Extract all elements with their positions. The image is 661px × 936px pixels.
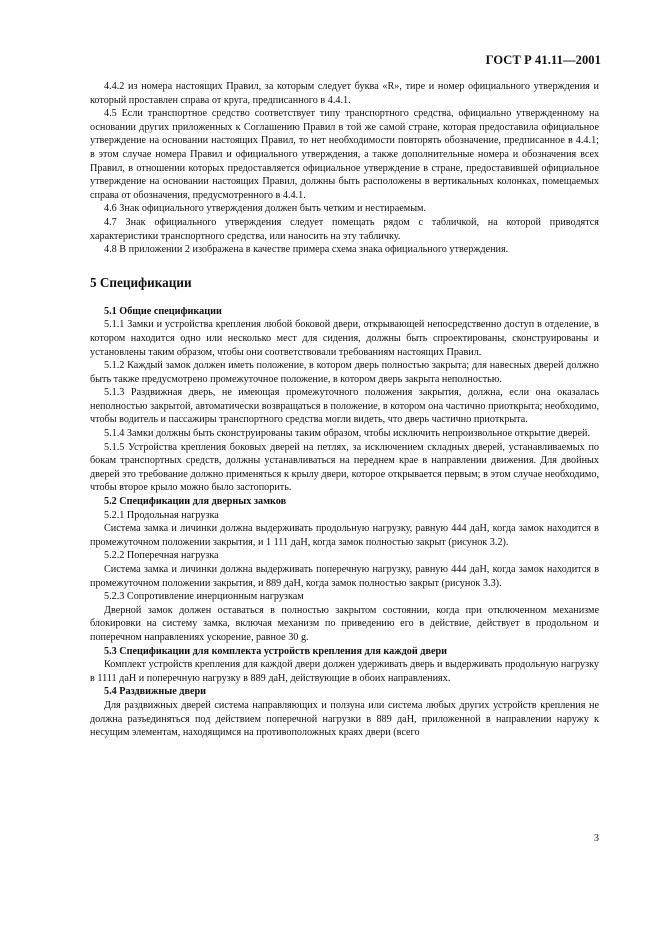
- paragraph: 4.4.2 из номера настоящих Правил, за которым следует буква «R», тире и номер официального утверждения и который проставлен справа от круга, предписанного в 4.4.1.: [90, 81, 599, 106]
- paragraph: 5.1.5 Устройства крепления боковых дверей на петлях, за исключением складных дверей, устанавливаемых по бокам транспортных средств, должны устанавливаться на переднем крае в направлении движения. Для двойных дверей это требование должно применяться к крылу двери, которое открывается первым; в этом случае необходимо, чтобы второе крыло можно было застопорить.: [90, 441, 599, 494]
- paragraph: 4.6 Знак официального утверждения должен быть четким и нестираемым.: [104, 203, 427, 215]
- paragraph: 4.8 В приложении 2 изображена в качестве примера схема знака официального утверждения.: [104, 244, 509, 256]
- subsection-heading: 5.2 Спецификации для дверных замков: [104, 496, 287, 508]
- document-body: [90, 80, 599, 740]
- paragraph: 4.7 Знак официального утверждения следует помещать рядом с табличкой, на которой приводятся характеристики транспортного средства, или наносить на эту табличку.: [90, 216, 599, 242]
- paragraph: Дверной замок должен оставаться в полностью закрытом состоянии, когда при отключенном механизме блокировки на систему замка, включая механизм по приведению его в действие, действует в продольном и поперечном направлениях ускорение, равное 30 g.: [90, 604, 599, 643]
- paragraph: 5.1.2 Каждый замок должен иметь положение, в котором дверь полностью закрыта; для навесных дверей должно быть также предусмотрено промежуточное положение, в котором дверь закрыта неполностью.: [90, 360, 599, 385]
- subsection-heading: 5.3 Спецификации для комплекта устройств крепления для каждой двери: [104, 645, 447, 657]
- section-heading: 5 Спецификации: [90, 274, 192, 290]
- paragraph: 4.5 Если транспортное средство соответствует типу транспортного средства, официально утвержденному на основании других приложенных к Соглашению Правил в той же самой стране, которая предоставила официальное утверждение на основании настоящих Правил, то нет необходимости повторять обозначение, предписанное в 4.4.1; в этом случае номера Правил и официального утверждения, а также дополнительные номера и обозначения всех Правил, в отношении которых предоставляется официальное утверждение в стране, предоставившей официальное утверждение на основании настоящих Правил, должны быть расположены в вертикальных колонках, помещаемых справа от обозначения, предусмотренного в 4.4.1.: [90, 108, 599, 201]
- paragraph: Для раздвижных дверей система направляющих и ползуна или система любых других устройств крепления не должна разъединяться под действием поперечной нагрузки в 889 даН, приложенной в направлении наружу к несущим элементам, находящимся на противоположных краях двери (всего: [90, 699, 599, 739]
- paragraph: Комплект устройств крепления для каждой двери должен удерживать дверь и выдерживать продольную нагрузку в 1111 даН и поперечную нагрузку в 889 даН, действующие в обоих направлениях.: [90, 659, 599, 684]
- paragraph: 5.1.1 Замки и устройства крепления любой боковой двери, открывающей непосредственно доступ в отделение, в котором находится одно или несколько мест для сидения, должны быть спроектированы, сконструированы и установлены таким образом, чтобы они соответствовали требованиям настоящих Правил.: [90, 319, 599, 358]
- document-header: ГОСТ Р 41.11—2001: [485, 53, 601, 67]
- paragraph: 5.1.4 Замки должны быть сконструированы таким образом, чтобы исключить непроизвольное открытие дверей.: [104, 428, 591, 440]
- subsection-heading: 5.4 Раздвижные двери: [104, 686, 207, 698]
- page-number: 3: [594, 833, 599, 844]
- paragraph: 5.2.2 Поперечная нагрузка: [104, 550, 219, 562]
- paragraph: 5.2.1 Продольная нагрузка: [104, 509, 219, 521]
- paragraph: Система замка и личинки должна выдерживать продольную нагрузку, равную 444 даН, когда замок находится в промежуточном положении закрытия, и 1 111 даН, когда замок полностью закрыт (рисунок 3.2).: [90, 523, 599, 548]
- subsection-heading: 5.1 Общие спецификации: [104, 305, 222, 317]
- paragraph: 5.2.3 Сопротивление инерционным нагрузкам: [104, 591, 304, 603]
- paragraph: Система замка и личинки должна выдерживать поперечную нагрузку, равную 444 даН, когда замок находится в промежуточном положении закрытия, и 889 даН, когда замок полностью закрыт (рисунок 3.3).: [90, 564, 599, 589]
- paragraph: 5.1.3 Раздвижная дверь, не имеющая промежуточного положения закрытия, должна, если она оказалась неполностью закрытой, автоматически возвращаться в положение, в котором она частично приоткрыта; необходимо, чтобы водитель и пассажиры транспортного средства могли видеть, что дверь частично приоткрыта.: [90, 387, 599, 426]
